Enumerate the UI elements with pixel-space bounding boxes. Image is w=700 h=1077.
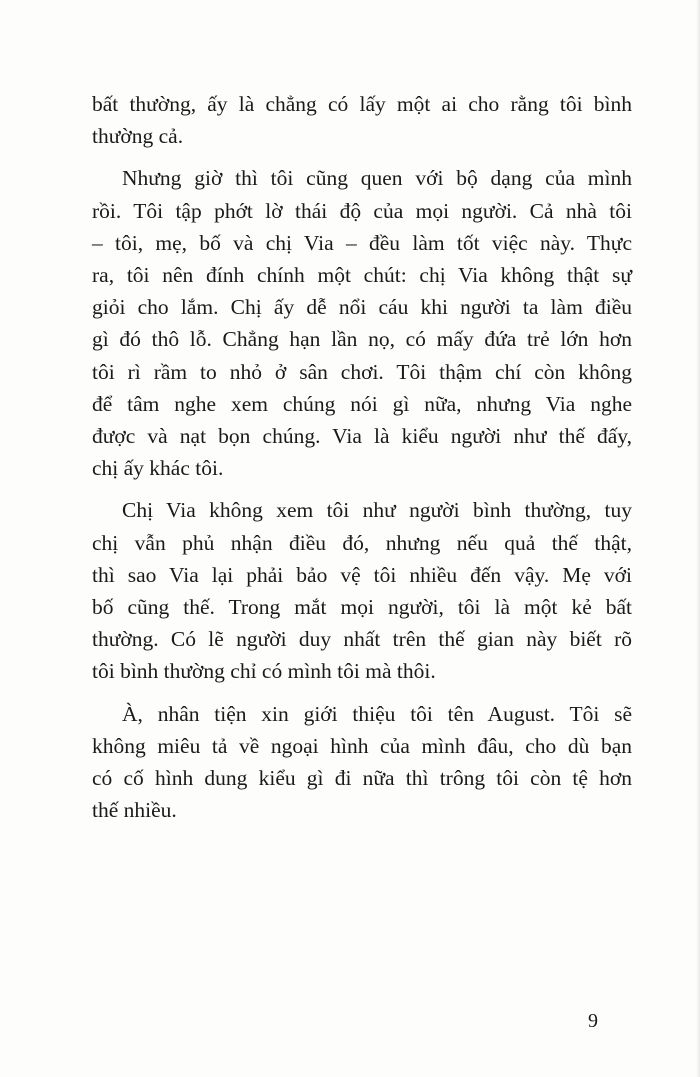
text-line: ra, tôi nên đính chính một chút: chị Via không thật sự — [92, 263, 632, 288]
text-line: thường cả. — [92, 124, 184, 149]
text-line: thì sao Via lại phải bảo vệ tôi nhiều đến vậy. Mẹ với — [92, 562, 632, 587]
text-line: À, nhân tiện xin giới thiệu tôi tên August. Tôi sẽ — [122, 701, 632, 726]
paragraph — [92, 162, 632, 484]
text-line: Chị Via không xem tôi như người bình thường, tuy — [122, 498, 632, 523]
body-text — [92, 88, 632, 836]
text-line: thường. Có lẽ người duy nhất trên thế gian này biết rõ — [92, 627, 632, 652]
text-line: để tâm nghe xem chúng nói gì nữa, nhưng Via nghe — [92, 391, 632, 416]
paragraph — [92, 88, 632, 152]
page-number: 9 — [588, 1010, 598, 1032]
text-line: rồi. Tôi tập phớt lờ thái độ của mọi người. Cả nhà tôi — [92, 198, 632, 223]
paragraph — [92, 698, 632, 827]
text-line: chị ấy khác tôi. — [92, 456, 224, 481]
text-line: bố cũng thế. Trong mắt mọi người, tôi là một kẻ bất — [92, 595, 632, 620]
text-line: gì đó thô lỗ. Chẳng hạn lần nọ, có mấy đứa trẻ lớn hơn — [92, 327, 632, 352]
text-line: giỏi cho lắm. Chị ấy dễ nổi cáu khi người ta làm điều — [92, 295, 632, 320]
text-line: Nhưng giờ thì tôi cũng quen với bộ dạng của mình — [122, 166, 632, 191]
text-line: thế nhiều. — [92, 798, 177, 823]
text-line: có cố hình dung kiểu gì đi nữa thì trông tôi còn tệ hơn — [92, 766, 632, 791]
text-line: tôi rì rầm to nhỏ ở sân chơi. Tôi thậm chí còn không — [92, 359, 632, 384]
text-line: được và nạt bọn chúng. Via là kiểu người như thế đấy, — [92, 424, 632, 449]
text-line: chị vẫn phủ nhận điều đó, nhưng nếu quả thế thật, — [92, 530, 632, 555]
text-line: tôi bình thường chỉ có mình tôi mà thôi. — [92, 659, 436, 684]
text-line: bất thường, ấy là chẳng có lấy một ai cho rằng tôi bình — [92, 92, 632, 116]
page-edge-shadow — [696, 0, 700, 1077]
paragraph — [92, 494, 632, 687]
text-line: không miêu tả về ngoại hình của mình đâu, cho dù bạn — [92, 733, 632, 758]
text-line: – tôi, mẹ, bố và chị Via – đều làm tốt việc này. Thực — [92, 230, 632, 255]
